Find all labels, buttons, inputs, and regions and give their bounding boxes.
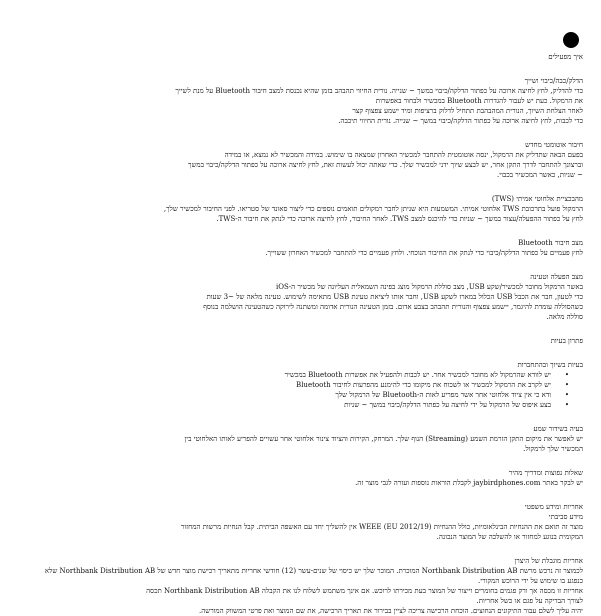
paragraph-line: מידע סביבתי <box>548 513 583 521</box>
paragraph-line: יש לאפשר את מיקום התקן הזרמת השמע (Streaming) הנוף שלך. המרחק, הקירות והציוד צינור אלחוטי אחר עשויים להפריע לאותו האלחוטי בין <box>184 435 583 443</box>
section-audio-issues <box>18 424 583 454</box>
list-item: • ודא כי אין ציוד אלחוטי אחר אשר מפריע לאות ה-Bluetooth של הרמקול שלך <box>18 390 569 400</box>
section-heading: חיבור אוטומטי מחדש <box>525 141 583 149</box>
section-heading: מצב הפעלה וטעינה <box>530 273 583 281</box>
section-tws <box>18 194 583 224</box>
paragraph-line: לכמוצר זה נרכש מרשת Northbank Distribution AB המוכרת. המוכר שלך יש כיסוי של שנים-עשר (12) חודשי אחריות מתאריך רכישת מוצר חדש של Northbank Distribution AB שלא <box>44 567 583 575</box>
paragraph-line: לחץ פעמיים על כפתור הדלקה/כיבוי כדי לנתק את החיבור הנוכחי. ולחץ פעמיים כדי להתחבר למכשיר האחרון ששוייך. <box>265 249 583 257</box>
section-heading: הדלק/כבה/כיבוי ושייך <box>524 77 583 85</box>
paragraph-line: יש לבקר באתר jaybirdphones.com לקבלת הוראות נוספות ועזרה לגבי מוצר זה. <box>355 479 583 487</box>
paragraph-line: ~ שניות, כאשר המכשיר בכבוי. <box>497 171 583 179</box>
section-heading: מהבכציית אלחוטי אמיתי (TWS) <box>491 195 583 203</box>
section-charging <box>18 272 583 322</box>
paragraph-line: מוצר זה תואם את ההנחיות הבינלאומיות, כולל ההנחיות WEEE (EU 2012/19) אין להשליך יחד עם האשפה הביתית. קבל הנחיות מרשות המחזור <box>180 523 583 531</box>
section-troubleshooting <box>18 336 583 346</box>
paragraph-line: לצורך הבדיקה על פגם או כשל אחריות. <box>476 597 583 605</box>
document <box>18 52 583 616</box>
section-heading: אחריות מוגבלת של היצרן <box>514 557 583 565</box>
section-heading: פתרון בעיות <box>550 337 583 345</box>
list-item: • בצע איפוס של הרמקול על ידי לחיצה על כפתור הדלקה/כיבוי במשך ~ שניות <box>18 400 569 410</box>
section-bt-mode <box>18 238 583 258</box>
paragraph-line: המכשיר שלך לרמקול. <box>523 445 583 453</box>
section-heading: מצב חיבור Bluetooth <box>518 239 583 247</box>
section-warranty <box>18 556 583 616</box>
section-legal <box>18 502 583 542</box>
paragraph-line: הרמקול פועל בתרכובת TWS אלחוטי אמיתי. המשמעות היא שניתן לחבר רמקולים תואמים נוספים כדי ליצור סאונד של סטריאו. לפני החיבור למכשיר שלך, <box>163 205 583 213</box>
section-heading: בעיות בשיוך ובהתחברות <box>517 361 583 369</box>
paragraph-line: וברצונך להתחבר לדרך התקן אחר, יש לבצע שיוך ידני למכשיר שלך. כדי שאתה יכול לעשות זאת, לחץ לחיצה ארוכה על כפתור הדלקה/כיבוי במשך <box>188 161 583 169</box>
section-heading: אחריות ומידע משפטי <box>524 503 583 511</box>
paragraph-line: כדי להדליק, לחץ לחיצה ארוכה על כפתור הדלקה/כיבוי במשך ~ שנייה. נורית החיווי תהבהב בזמן שהיא נכנסת למצב חיבור Bluetooth על מנת לשייך <box>175 87 583 95</box>
section-faq <box>18 468 583 488</box>
section-auto-reconnect <box>18 140 583 180</box>
document-title: איך מפעילים <box>548 53 583 61</box>
paragraph-line: כנפגע בו שימוש על ידי הרוכש המקורי. <box>478 577 583 585</box>
paragraph-line: כדי לטעון, חבר את הכבל USB הכלול במארז לשקע USB, וחבר אותו ליציאת טעינת USB מתאימה לשימוש. טעינה מלאה של ~3 שעות <box>206 293 583 301</box>
list-item: • יש לוודא שהרמקול לא מחובר למכשיר אחר. יש לכבות ולהפעיל את אפשרות Bluetooth במכשיר <box>18 370 569 380</box>
paragraph-line: באשר הרמקול מחובר למכשיר/שקע USB, מצב סוללת הרמקול מוצג בפינה השמאלית העליונה של מכשיר ה-iOS <box>275 283 583 291</box>
section-heading: בעיה בשידור שמע <box>533 425 583 433</box>
paragraph-line: את הרמקול. כעת יש לעבור להגדרות Bluetooth במכשיר ולבחור באפשרות <box>375 97 583 105</box>
paragraph-line: המקומית בנוגע למחזור או להשלכה של המוצר הנכונה. <box>436 533 583 541</box>
paragraph-line: בפעם הבאה שתדליק את הרמקול, ינסה אוטומטית להתחבר למכשיר האחרון שמצאה בו שימוש. במידה והמכשיר לא נמצא, או במידה <box>224 151 583 159</box>
paragraph-line: כדי לכבות, לחץ לחיצה ארוכה על כפתור הדלקה/כיבוי במשך ~ שנייה. נורית החיווי תיכבה. <box>338 117 583 125</box>
section-pairing-issues <box>18 360 583 410</box>
bullet-list <box>18 370 583 410</box>
list-item: • יש לקרב את הרמקול למכשיר או לשכוח את מיקומו כדי להימנע מהפרעות לחיבור Bluetooth <box>18 380 569 390</box>
paragraph-line: לאחר הצלחת השיוך, הנורית המהבהבת תתחיל לדלוק ברציפות ומיד ישמע צפצוף קצר <box>352 107 583 115</box>
paragraph-line: יהיה עליך לשלם עבור התיקונים הנחוצים. הוכחת הרכישה צריכה לציין בבירור את תאריך הרכישה, את שם המוצר ואת פרטי המשווק המורשה. <box>199 607 583 615</box>
paragraph-line: סוללה מלאה. <box>546 313 583 321</box>
bullet-dot-icon <box>563 32 579 48</box>
section-heading: שאלות נפוצות ומדריך מהיר <box>508 469 583 477</box>
section-pairing <box>18 76 583 126</box>
paragraph-line: אחריות זו מכסה אך ורק פגמים בחומרים וייצור של המוצר בעת מכירתו לרוכש. אם אינך משתמש לשלוח לנו את הקבלה Northbank Distribution AB תכסה <box>146 587 583 595</box>
paragraph-line: לחץ על כפתור ההפעלה/עצור במשך ~ שניות כדי להיכנס למצב TWS. לאחר החיבור, לחץ לחיצה ארוכה כדי לנתק את חיבור ה-TWS. <box>216 215 583 223</box>
paragraph-line: כשהסוללה עומדת להיגמר, יישמע צפצוף והנורית תהבהב בצבע אדום. בזמן הטעינה הנורית אדומה ומשתנה לירוקה כשהטעינה הושלמה בנוסף <box>203 303 583 311</box>
